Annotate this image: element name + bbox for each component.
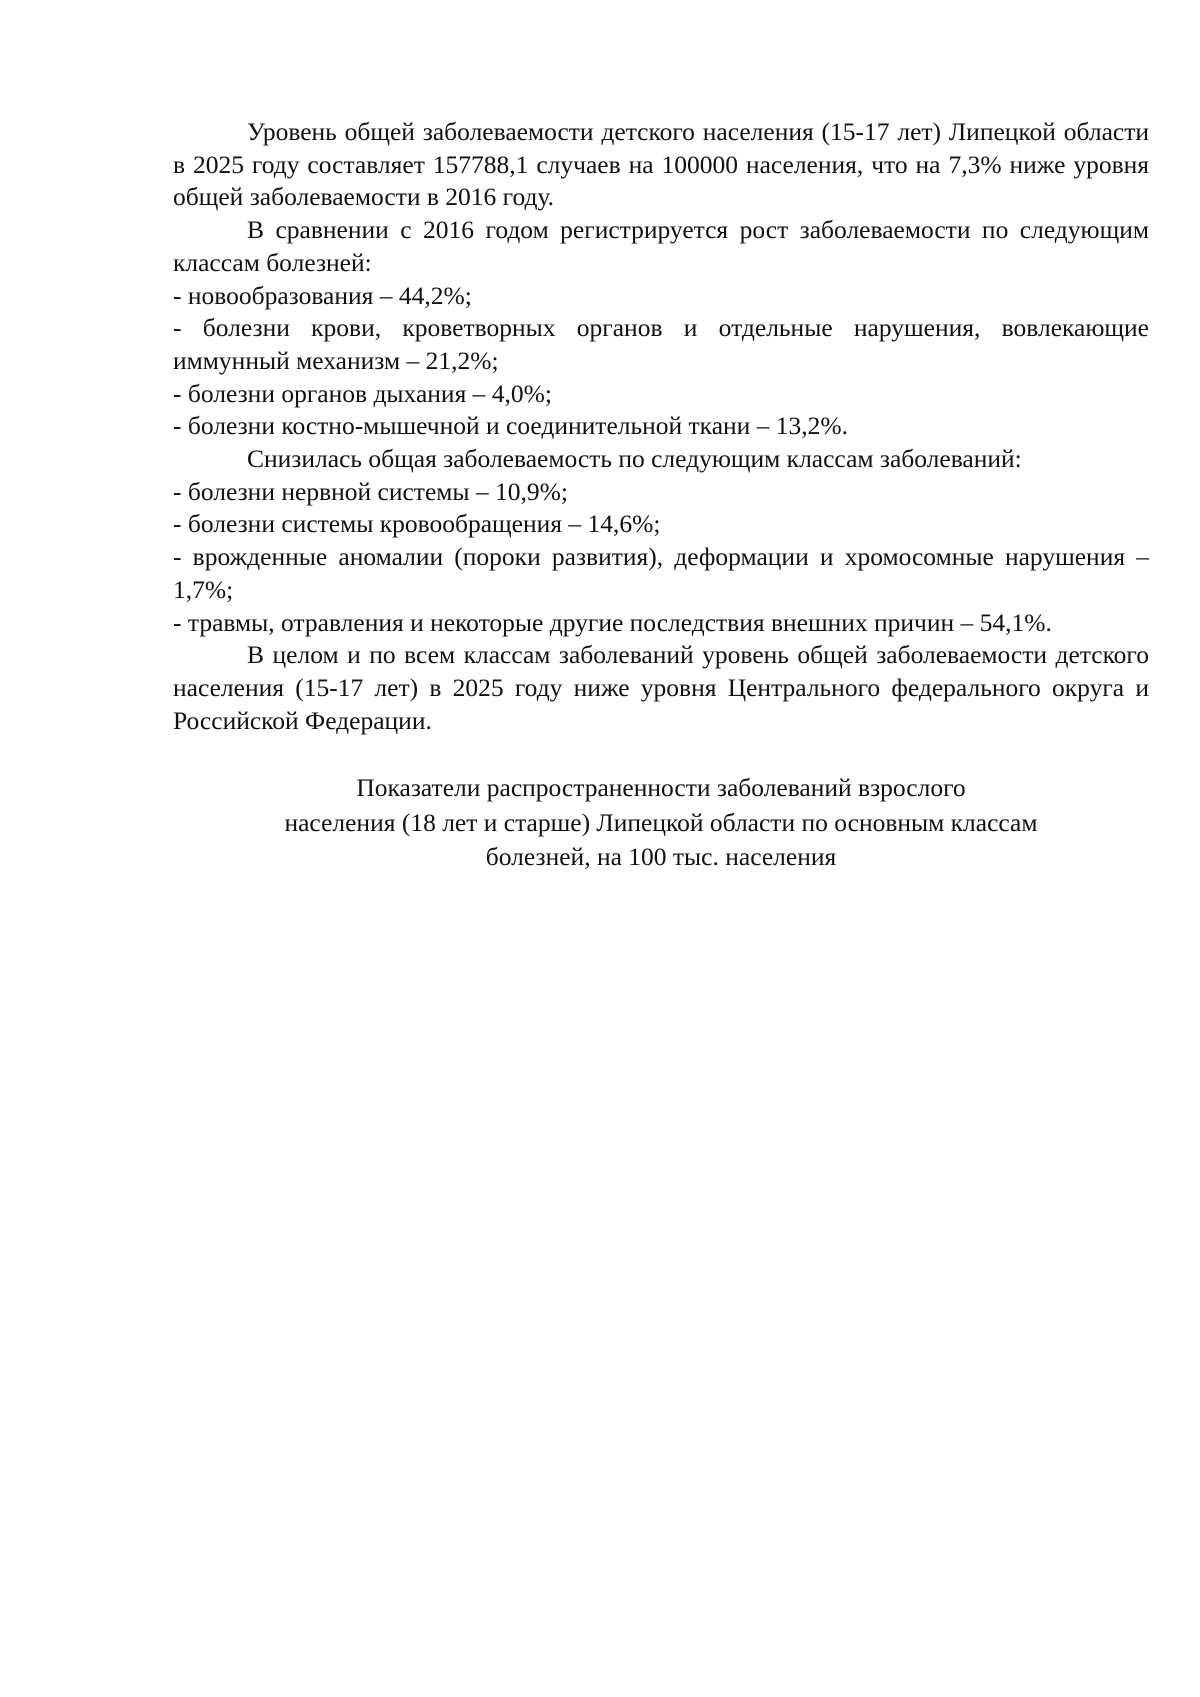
decline-list-item: - болезни системы кровообращения – 14,6%; (173, 509, 661, 539)
decline-list-item: - болезни нервной системы – 10,9%; (173, 476, 568, 506)
section-heading (173, 771, 1149, 875)
decline-intro-paragraph: Снизилась общая заболеваемость по следующим классам заболеваний: (247, 444, 1022, 474)
section-heading-line: болезней, на 100 тыс. населения (485, 842, 837, 871)
body-text (173, 116, 1149, 737)
growth-list-item: - болезни крови, кроветворных органов и отдельные нарушения, вовлекающие иммунный механизм – 21,2%; (173, 313, 1149, 375)
decline-list-item: - травмы, отравления и некоторые другие последствия внешних причин – 54,1%. (173, 607, 1052, 637)
decline-list-item: - врожденные аномалии (пороки развития), деформации и хромосомные нарушения – 1,7%; (173, 542, 1149, 604)
growth-list-item: - болезни костно-мышечной и соединительной ткани – 13,2%. (173, 411, 849, 441)
growth-list-item: - новообразования – 44,2%; (173, 280, 472, 310)
intro-paragraph: Уровень общей заболеваемости детского населения (15-17 лет) Липецкой области в 2025 году составляет 157788,1 случаев на 100000 населения, что на 7,3% ниже уровня общей заболеваемости в 2016 году. (173, 117, 1149, 212)
growth-intro-paragraph: В сравнении с 2016 годом регистрируется рост заболеваемости по следующим классам болезней: (173, 215, 1149, 277)
growth-list-item: - болезни органов дыхания – 4,0%; (173, 378, 553, 408)
section-heading-line: населения (18 лет и старше) Липецкой области по основным классам (284, 807, 1038, 837)
conclusion-paragraph: В целом и по всем классам заболеваний уровень общей заболеваемости детского населения (15-17 лет) в 2025 году ниже уровня Центрального федерального округа и Российской Федерации. (173, 640, 1149, 735)
section-heading-line: Показатели распространенности заболеваний взрослого (356, 773, 966, 802)
